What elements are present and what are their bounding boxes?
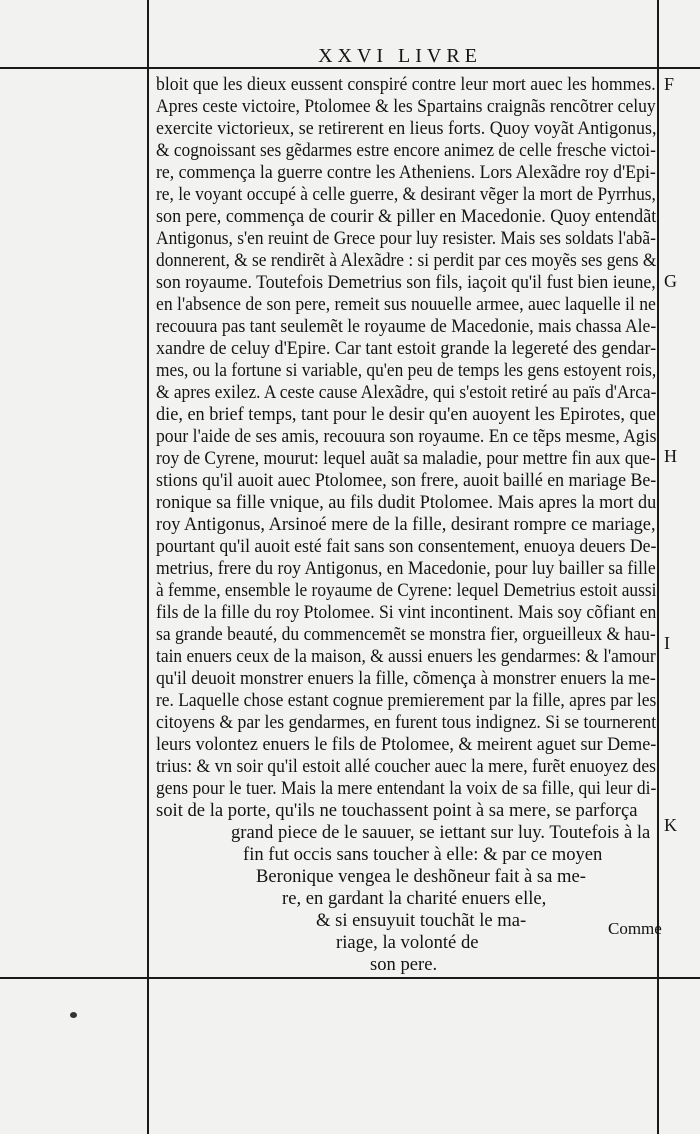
text-line: Apres ceste victoire, Ptolomee & les Spartains craignãs rencõtrer celuy — [156, 96, 656, 117]
margin-letter-h: H — [664, 446, 677, 466]
text-line: & apres exilez. A ceste cause Alexãdre, qui s'estoit retiré au païs d'Arca- — [156, 382, 657, 403]
text-line: mes, ou la fortune si variable, qu'en peu de temps les gens estoyent rois, — [156, 360, 657, 381]
text-line: stions qu'il auoit auec Ptolomee, son frere, auoit baillé en mariage Be- — [156, 470, 657, 491]
text-line: die, en brief temps, tant pour le desir qu'en auoyent les Epirotes, que — [156, 404, 656, 425]
text-line: pour l'aide de ses amis, recouura son royaume. En ce tẽps mesme, Agis — [156, 426, 657, 447]
text-line: fils de la fille du roy Ptolomee. Si vint incontinent. Mais soy cõfiant en — [156, 602, 657, 623]
text-line: re, commença la guerre contre les Atheniens. Lors Alexãdre roy d'Epi- — [156, 162, 656, 183]
text-line: en l'absence de son pere, remeit sus nouuelle armee, auec laquelle il ne — [156, 294, 656, 315]
catchword: Comme — [608, 919, 662, 938]
text-line: & cognoissant ses gẽdarmes estre encore animez de celle fresche victoi- — [156, 140, 656, 161]
text-line: roy de Cyrene, mourut: lequel auãt sa maladie, pour mettre fin aux que- — [156, 448, 656, 469]
text-line: re, en gardant la charité enuers elle, — [282, 888, 547, 909]
ink-speck — [70, 1012, 77, 1018]
text-line: citoyens & par les gendarmes, en furent tous indignez. Si se tournerent — [156, 712, 657, 733]
left-margin-rule — [147, 0, 149, 1134]
text-line: à femme, ensemble le royaume de Cyrene: lequel Demetrius estoit aussi — [156, 580, 657, 601]
text-line: exercite victorieux, se retirerent en lieus forts. Quoy voyãt Antigonus, — [156, 118, 657, 139]
text-line: roy Antigonus, Arsinoé mere de la fille, desirant rompre ce mariage, — [156, 514, 656, 535]
running-head: XXVI LIVRE — [318, 45, 482, 67]
right-margin-rule — [657, 0, 659, 1134]
text-line: trius: & vn soir qu'il estoit allé coucher auec la mere, furẽt enuoyez des — [156, 756, 656, 777]
text-line: tain enuers ceux de la maison, & aussi enuers les gendarmes: & l'amour — [156, 646, 656, 667]
text-line: sa grande beauté, du commencemẽt se monstra fier, orgueilleux & hau- — [156, 624, 656, 645]
text-line: metrius, frere du roy Antigonus, en Macedonie, pour luy bailler sa fille — [156, 558, 656, 579]
text-line: qu'il deuoit monstrer enuers la fille, cõmença à monstrer enuers la me- — [156, 668, 656, 689]
text-line: gens pour le tuer. Mais la mere entendant la voix de sa fille, qui leur di- — [156, 778, 657, 799]
bottom-rule — [0, 977, 700, 979]
text-line: xandre de celuy d'Epire. Car tant estoit grande la legereté des gendar- — [156, 338, 657, 359]
text-line: re. Laquelle chose estant cognue premierement par la fille, apres par les — [156, 690, 657, 711]
margin-letter-f: F — [664, 74, 675, 94]
text-line: leurs volontez enuers le fils de Ptolomee, & meirent aguet sur Deme- — [156, 734, 657, 755]
margin-letter-k: K — [664, 815, 677, 835]
text-line: son pere, commença de courir & piller en Macedonie. Quoy entendãt — [156, 206, 657, 227]
text-line: fin fut occis sans toucher à elle: & par ce moyen — [243, 844, 603, 865]
text-line: son royaume. Toutefois Demetrius son fils, iaçoit qu'il fust bien ieune, — [156, 272, 656, 293]
text-line: re, le voyant occupé à celle guerre, & desirant vẽger la mort de Pyrrhus, — [156, 184, 656, 205]
text-line: son pere. — [370, 954, 438, 975]
text-line: ronique sa fille vnique, au fils dudit Ptolomee. Mais apres la mort du — [156, 492, 657, 513]
text-line: riage, la volonté de — [336, 932, 479, 953]
margin-letter-i: I — [664, 633, 670, 653]
text-line: pourtant qu'il auoit esté fait sans son consentement, enuoya deuers De- — [156, 536, 657, 557]
text-line: grand piece de le sauuer, se iettant sur luy. Toutefois à la — [231, 822, 651, 843]
text-line: & si ensuyuit touchãt le ma- — [316, 910, 527, 931]
text-line: recouura pas tant seulemẽt le royaume de Macedonie, mais chassa Ale- — [156, 316, 657, 337]
text-line: Antigonus, s'en reuint de Grece pour luy resister. Mais ses soldats l'abã- — [156, 228, 656, 249]
text-line: Beronique vengea le deshõneur fait à sa me- — [256, 866, 586, 887]
margin-letter-g: G — [664, 271, 677, 291]
text-line: donnerent, & se rendirẽt à Alexãdre : si perdit par ces moyẽs ses gens & — [156, 250, 657, 271]
text-line: soit de la porte, qu'ils ne touchassent point à sa mere, se parforça — [156, 800, 638, 821]
text-line: bloit que les dieux eussent conspiré contre leur mort auec les hommes. — [156, 74, 656, 95]
